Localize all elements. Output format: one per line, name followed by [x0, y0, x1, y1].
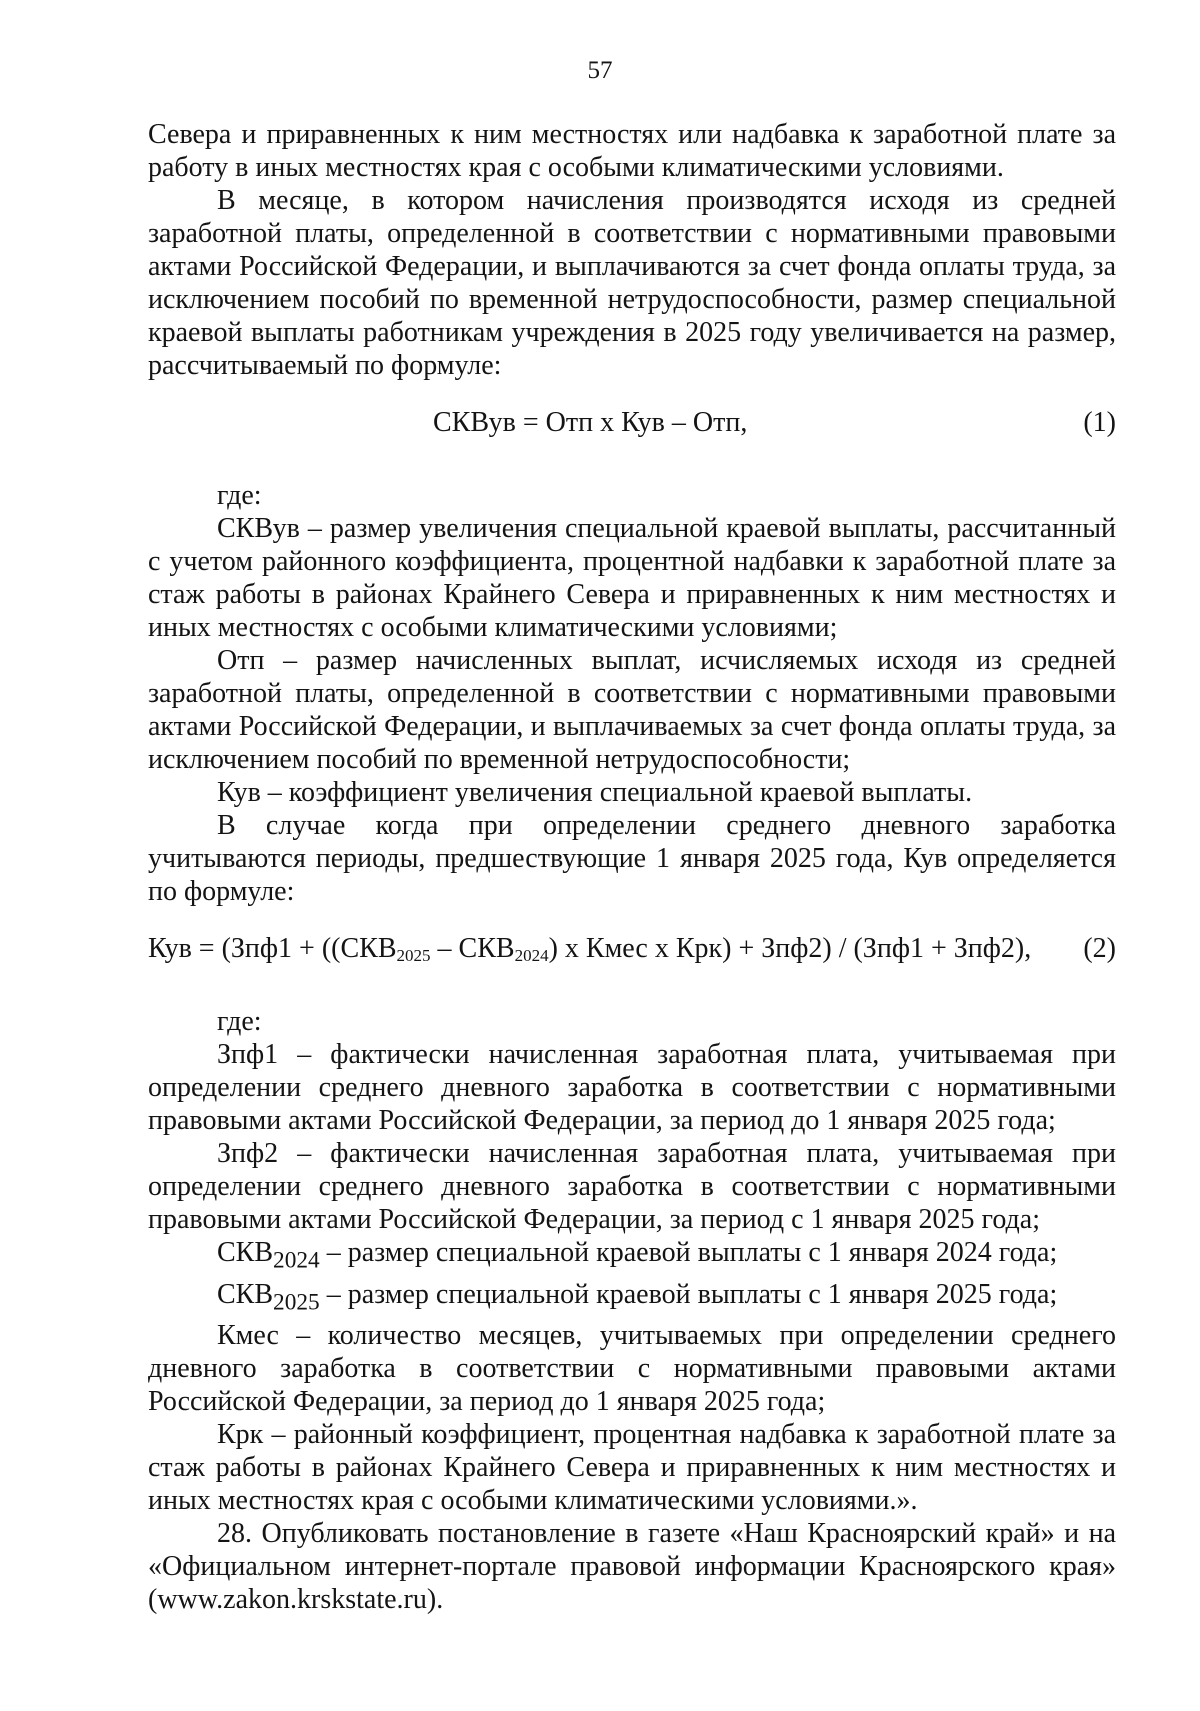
- formula-2-part: – СКВ: [430, 933, 515, 964]
- formula-1-expression: СКВув = Отп х Кув – Отп,: [433, 407, 748, 438]
- formula-2-subscript: 2025: [396, 946, 431, 965]
- paragraph-28-publication: 28. Опубликовать постановление в газете «Наш Красноярский край» и на «Официальном интернет-портале правовой информации Красноярского края» (www.zakon.krskstate.ru).: [148, 1518, 1116, 1616]
- definition-skv2025-term: СКВ: [217, 1278, 274, 1310]
- formula-1: [148, 406, 1116, 439]
- formula-2-part: ) х Кмес х Крк) + Зпф2) / (Зпф1 + Зпф2),: [548, 933, 1032, 964]
- formula-2-subscript: 2024: [514, 946, 549, 965]
- definition-kuv: Кув – коэффициент увеличения специальной краевой выплаты.: [217, 777, 973, 808]
- definition-skv2024-text: – размер специальной краевой выплаты с 1 января 2024 года;: [319, 1237, 1058, 1268]
- spacer: [148, 908, 1116, 932]
- formula-2-expression: [148, 932, 1031, 965]
- spacer: [148, 382, 1116, 406]
- definition-zpf1: Зпф1 – фактически начисленная заработная плата, учитываемая при определении среднего дневного заработка в соответствии с нормативными правовыми актами Российской Федерации, за период до 1 января 2025 года;: [148, 1039, 1116, 1136]
- definition-skv2024-term: СКВ: [217, 1237, 274, 1268]
- spacer: [148, 965, 1116, 1005]
- definition-zpf2: Зпф2 – фактически начисленная заработная плата, учитываемая при определении среднего дневного заработка в соответствии с нормативными правовыми актами Российской Федерации, за период с 1 января 2025 года;: [148, 1138, 1116, 1235]
- paragraph-case: В случае когда при определении среднего дневного заработка учитываются периоды, предшествующие 1 января 2025 года, Кув определяется по формуле:: [148, 810, 1116, 907]
- spacer: [148, 439, 1116, 479]
- where-label-2: где:: [217, 1006, 262, 1037]
- formula-2: [148, 932, 1116, 965]
- definition-kmes: Кмес – количество месяцев, учитываемых при определении среднего дневного заработка в соответствии с нормативными правовыми актами Российской Федерации, за период до 1 января 2025 года;: [148, 1320, 1116, 1418]
- definition-skv2025-subscript: 2025: [273, 1289, 320, 1316]
- definition-skv2024-subscript: 2024: [273, 1247, 320, 1274]
- definition-skv2024: [148, 1236, 1116, 1278]
- definition-skv2025-text: – размер специальной краевой выплаты с 1 января 2025 года;: [319, 1278, 1058, 1310]
- formula-2-part: Кув = (Зпф1 + ((СКВ: [148, 933, 397, 964]
- definition-krk: Крк – районный коэффициент, процентная надбавка к заработной плате за стаж работы в районах Крайнего Севера и приравненных к ним местностях и иных местностях края с особыми климатическими условиями.».: [148, 1419, 1116, 1517]
- where-label-1: где:: [217, 480, 262, 511]
- paragraph-continuation: Севера и приравненных к ним местностях или надбавка к заработной плате за работу в иных местностях края с особыми климатическими условиями.: [148, 119, 1116, 183]
- definition-otp: Отп – размер начисленных выплат, исчисляемых исходя из средней заработной платы, определенной в соответствии с нормативными правовыми актами Российской Федерации, и выплачиваемых за счет фонда оплаты труда, за исключением пособий по временной нетрудоспособности;: [148, 645, 1116, 775]
- formula-2-number: (2): [1083, 933, 1116, 964]
- paragraph-monthly-accrual: В месяце, в котором начисления производятся исходя из средней заработной платы, определенной в соответствии с нормативными правовыми актами Российской Федерации, и выплачиваются за счет фонда оплаты труда, за исключением пособий по временной нетрудоспособности, размер специальной краевой выплаты работникам учреждения в 2025 году увеличивается на размер, рассчитываемый по формуле:: [148, 185, 1116, 381]
- document-body: [148, 118, 1116, 1616]
- definition-skvuv: СКВув – размер увеличения специальной краевой выплаты, рассчитанный с учетом районного коэффициента, процентной надбавки к заработной плате за стаж работы в районах Крайнего Севера и приравненных к ним местностях и иных местностях с особыми климатическими условиями;: [148, 513, 1116, 643]
- page-number: 57: [587, 57, 613, 84]
- definition-skv2025: [148, 1278, 1116, 1320]
- formula-1-number: (1): [1083, 407, 1116, 438]
